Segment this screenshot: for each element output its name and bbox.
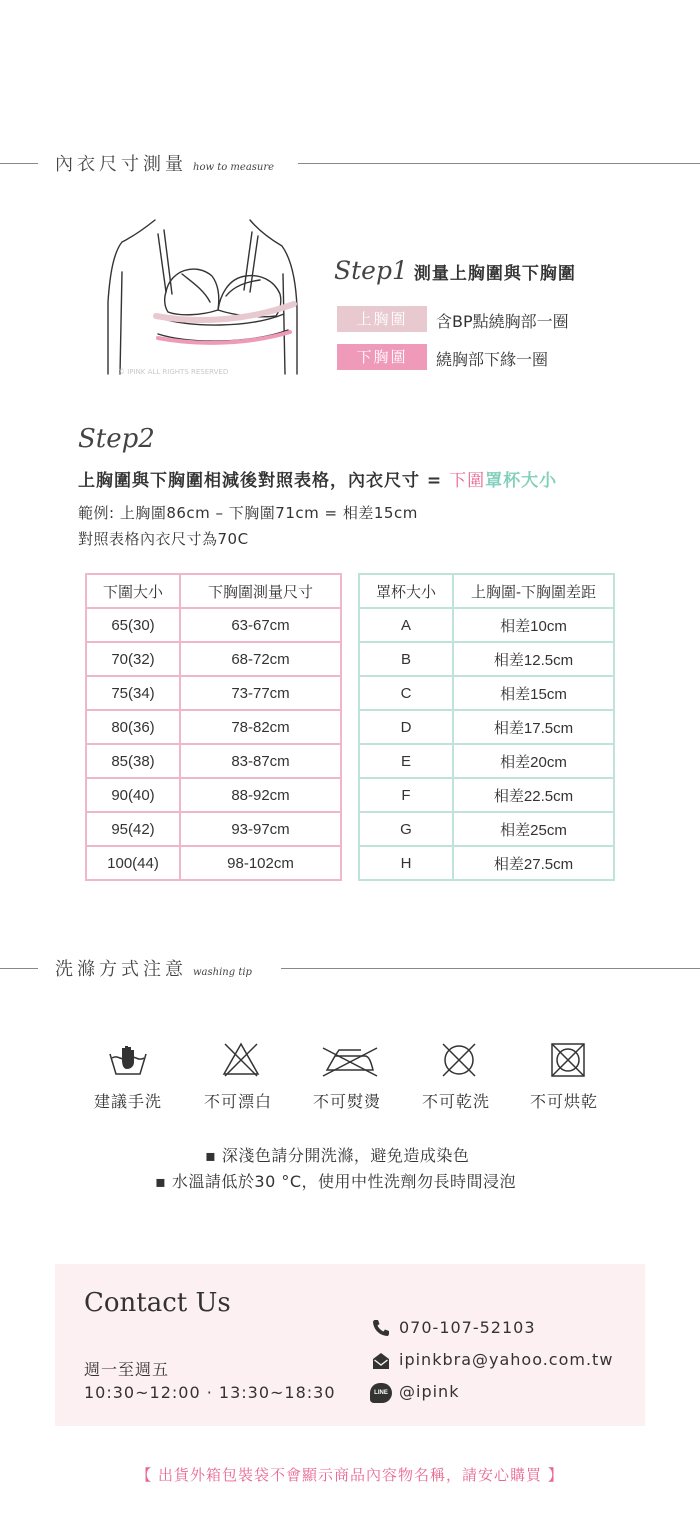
section1-title: 內衣尺寸測量 xyxy=(55,154,187,175)
line-icon: LINE xyxy=(370,1383,392,1403)
formula-under: 下圍 xyxy=(449,471,486,491)
table-cell: A xyxy=(359,608,453,642)
formula-text: 上胸圍與下胸圍相減後對照表格，內衣尺寸 = xyxy=(78,471,450,491)
step2-label: Step2 xyxy=(78,424,155,454)
table-cell: G xyxy=(359,812,453,846)
no-bleach-icon xyxy=(221,1040,261,1080)
section2-line-left xyxy=(0,968,38,969)
section2-title: 洗滌方式注意 xyxy=(55,959,187,980)
no-iron-label: 不可熨燙 xyxy=(313,1092,382,1111)
table-cell: 70(32) xyxy=(86,642,180,676)
table-row xyxy=(359,812,614,846)
section2-line-right xyxy=(281,968,700,969)
no-dry-clean-icon xyxy=(439,1040,479,1080)
table-cell: 相差22.5cm xyxy=(453,778,614,812)
table-row xyxy=(86,812,341,846)
underbust-size-table xyxy=(85,573,342,881)
table-row xyxy=(359,846,614,880)
wash-note-1: ▪ 深淺色請分開洗滌，避免造成染色 xyxy=(205,1146,470,1165)
table-row xyxy=(86,642,341,676)
example-line-1: 範例: 上胸圍86cm – 下胸圍71cm = 相差15cm xyxy=(78,504,418,522)
table-cell: F xyxy=(359,778,453,812)
table-cell: 相差12.5cm xyxy=(453,642,614,676)
business-days: 週一至週五 xyxy=(84,1360,170,1379)
table-header-row xyxy=(359,574,614,608)
table-row xyxy=(86,778,341,812)
table-header: 下胸圍測量尺寸 xyxy=(180,574,341,608)
section2-subtitle: washing tip xyxy=(193,967,252,978)
no-dry-clean-label: 不可乾洗 xyxy=(422,1092,491,1111)
upper-bust-desc: 含BP點繞胸部一圈 xyxy=(436,312,569,331)
formula-cup: 罩杯大小 xyxy=(485,471,558,491)
table-cell: 68-72cm xyxy=(180,642,341,676)
table-cell: 相差17.5cm xyxy=(453,710,614,744)
table-row xyxy=(359,744,614,778)
table-row xyxy=(86,676,341,710)
no-iron-icon xyxy=(321,1040,379,1080)
table-cell: 65(30) xyxy=(86,608,180,642)
section1-line-left xyxy=(0,163,38,164)
table-cell: H xyxy=(359,846,453,880)
step1-title: 測量上胸圍與下胸圍 xyxy=(413,264,576,284)
section1-heading xyxy=(55,150,274,176)
table-row xyxy=(359,676,614,710)
table-cell: 75(34) xyxy=(86,676,180,710)
table-cell: 85(38) xyxy=(86,744,180,778)
table-cell: 88-92cm xyxy=(180,778,341,812)
email-icon xyxy=(371,1351,391,1371)
table-cell: 90(40) xyxy=(86,778,180,812)
table-row xyxy=(359,642,614,676)
table-header: 上胸圍-下胸圍差距 xyxy=(453,574,614,608)
table-row xyxy=(359,710,614,744)
wash-note-2: ▪ 水溫請低於30 °C，使用中性洗劑勿長時間浸泡 xyxy=(155,1172,517,1191)
bra-measure-illustration xyxy=(100,212,305,380)
shipping-privacy-note: 【 出貨外箱包裝袋不會顯示商品內容物名稱，請安心購買 】 xyxy=(136,1466,564,1484)
table-cell: 100(44) xyxy=(86,846,180,880)
illustration-watermark: © IPINK ALL RIGHTS RESERVED xyxy=(118,368,229,376)
table-cell: 95(42) xyxy=(86,812,180,846)
contact-title: Contact Us xyxy=(84,1288,231,1318)
table-cell: 83-87cm xyxy=(180,744,341,778)
table-cell: 相差20cm xyxy=(453,744,614,778)
section2-heading xyxy=(55,955,252,981)
phone-icon xyxy=(371,1318,391,1338)
upper-bust-tag: 上胸圍 xyxy=(337,306,427,332)
table-header: 下圍大小 xyxy=(86,574,180,608)
line-id[interactable]: @ipink xyxy=(399,1382,460,1401)
hand-wash-label: 建議手洗 xyxy=(94,1092,163,1111)
table-cell: 98-102cm xyxy=(180,846,341,880)
under-bust-band xyxy=(158,332,290,343)
table-cell: 相差25cm xyxy=(453,812,614,846)
table-row xyxy=(86,608,341,642)
table-row xyxy=(86,744,341,778)
no-tumble-dry-label: 不可烘乾 xyxy=(530,1092,599,1111)
business-hours: 10:30~12:00 · 13:30~18:30 xyxy=(84,1383,336,1402)
table-cell: 相差10cm xyxy=(453,608,614,642)
table-cell: 相差15cm xyxy=(453,676,614,710)
email-address[interactable]: ipinkbra@yahoo.com.tw xyxy=(399,1350,614,1369)
table-cell: 73-77cm xyxy=(180,676,341,710)
table-row xyxy=(359,608,614,642)
table-cell: B xyxy=(359,642,453,676)
table-row xyxy=(86,846,341,880)
table-cell: 80(36) xyxy=(86,710,180,744)
table-cell: 63-67cm xyxy=(180,608,341,642)
phone-number[interactable]: 070-107-52103 xyxy=(399,1318,536,1337)
table-cell: C xyxy=(359,676,453,710)
table-cell: 相差27.5cm xyxy=(453,846,614,880)
hand-wash-icon xyxy=(108,1040,148,1080)
step1-label: Step1 xyxy=(334,256,408,285)
section1-line-right xyxy=(298,163,700,164)
table-cell: 78-82cm xyxy=(180,710,341,744)
no-tumble-dry-icon xyxy=(548,1040,588,1080)
table-row xyxy=(86,710,341,744)
example-line-2: 對照表格內衣尺寸為70C xyxy=(78,530,249,548)
under-bust-desc: 繞胸部下緣一圈 xyxy=(436,350,549,369)
step2-formula xyxy=(78,466,557,491)
under-bust-tag: 下胸圍 xyxy=(337,344,427,370)
table-header: 罩杯大小 xyxy=(359,574,453,608)
table-cell: 93-97cm xyxy=(180,812,341,846)
step1-heading xyxy=(334,256,576,285)
table-cell: D xyxy=(359,710,453,744)
cup-size-table xyxy=(358,573,615,881)
table-cell: E xyxy=(359,744,453,778)
no-bleach-label: 不可漂白 xyxy=(204,1092,273,1111)
section1-subtitle: how to measure xyxy=(193,162,275,173)
table-header-row xyxy=(86,574,341,608)
table-row xyxy=(359,778,614,812)
